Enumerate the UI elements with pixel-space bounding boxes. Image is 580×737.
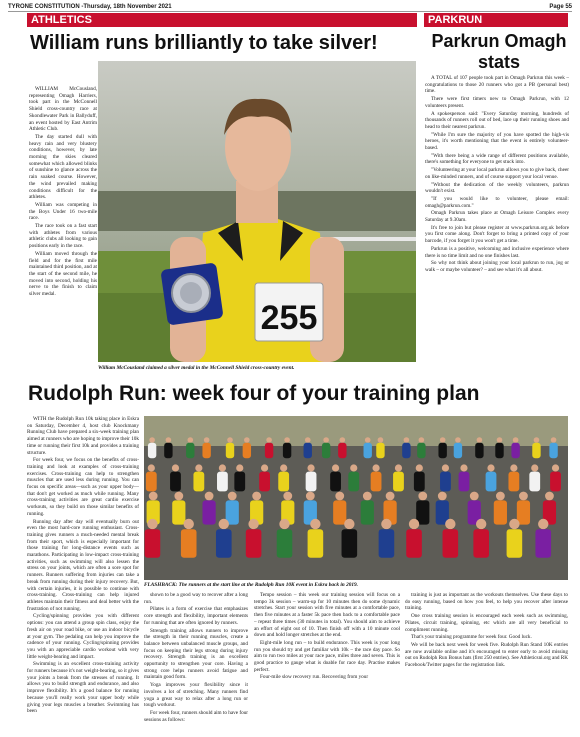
runner-body [216, 529, 232, 558]
runner-head [307, 464, 314, 471]
rudolph-column-1 [27, 416, 139, 734]
runner-body [507, 529, 523, 558]
paragraph: WITH the Rudolph Run 10k taking place in Eskra on Saturday, December 4, host club Knockmany Running Club have prepared a six-week training plan aimed at runners who are hoping to improve their 10k time or running their first 10k and provides a training structure. [27, 416, 139, 456]
runner-body [278, 472, 289, 492]
paragraph: shown to be a good way to recover after a long run. [144, 592, 248, 605]
runner-head [455, 437, 461, 443]
paragraph: Omagh Parkrun takes place at Omagh Leisure Complex every Saturday at 9.30am. [425, 210, 569, 224]
paragraph: "Volunteering at your local parkrun allows you to give back, cheer on like-minded runners, and of course support your local venue. [425, 167, 569, 180]
paragraph: For week four, we focus on the benefits of cross-training and look at examples of cross-training exercises. Cross-training can help to strengthen muscles that are used less during running. You can focus on specific areas—such as your upper body—that don't get worked as much while running. Many cross-training activities are great cardio exercise workouts, so they build on those similar benefits of running. [27, 457, 139, 517]
runner-body [265, 443, 273, 458]
runner-body [348, 472, 359, 492]
runner-head [149, 492, 158, 501]
runner-body [379, 529, 395, 558]
runner-head [477, 437, 483, 443]
paragraph: Running day after day will eventually burn out even the most hard-core running enthusiast. Cross-training gives runners a much-needed mental break from their sport, which is especially important for those training for long-distance events such as marathons. Participating in low-impact cross-training activities, such as swimming will also lessen the stress on your joints, which are often a sore spot for runners. Runners suffering from injuries can take a break from running during their injury recovery. But, with certain injuries, it is possible to continue with cross-training. Cross-training can help injured athletes maintain their fitness and deal better with the frustration of not running. [27, 518, 139, 612]
parkrun-body [425, 75, 569, 375]
runner-body [364, 443, 372, 458]
paragraph: William moved through the field and for the first mile maintained third position, and at the start of the second mile, he moved into second, holding his nerve to the finish to claim silver medal. [29, 250, 97, 298]
paragraph: Cycling/spinning provides you with different options: you can attend a group spin class, enjoy the fresh air on your road bike, or use an indoor bicycle at your gym. The pedaling can help you improve the cadence of your running. Cycling/spinning provides you with an appreciable cardio workout with very little weight-bearing and impact. [27, 613, 139, 660]
paragraph: WILLIAM McCousland, representing Omagh Harriers, took part in the McConnell Shield cross-country race at Skondlewater Park in Ballyduff, an event hosted by East Antrim Athletic Club. [29, 86, 97, 133]
paragraph: We will be back next week for week five. Rudolph Run Stand 10K entries are now available online and it's encouraged to enter early to avoid missing out on Rudolph Run Bonus hats (first 250 entries). See Athleticsni.org and RK Facebook/Twitter pages for the registration link. [405, 641, 568, 669]
runner-head [545, 492, 554, 501]
runner-head [266, 437, 272, 443]
runner-head [228, 492, 237, 501]
paragraph: Yoga improves your flexibility since it involves a lot of stretching. Many runners find yoga a great way to relax after a long run or tough workout. [144, 682, 248, 709]
runner-body [486, 472, 497, 492]
runner-body [549, 443, 557, 458]
runner-head [409, 519, 419, 529]
runner-head [476, 519, 486, 529]
runner-body [148, 443, 156, 458]
runner-head [261, 464, 268, 471]
page-header [8, 2, 572, 12]
runner-body [402, 443, 410, 458]
runner-head [204, 437, 210, 443]
athlete-photo [98, 61, 416, 362]
rudolph-column-4 [405, 592, 568, 734]
runner-head [340, 437, 346, 443]
runner-head [187, 437, 193, 443]
rudolph-caption: FLASHBACK: The runners at the start line at the Rudolph Run 10K event in Eskra back in 2019. [144, 582, 358, 588]
rudolph-headline: Rudolph Run: week four of your training plan [28, 382, 480, 405]
runner-body [170, 472, 181, 492]
runner-head [513, 437, 519, 443]
runner-body [306, 472, 317, 492]
runner-body [217, 472, 228, 492]
athletics-headline: William runs brilliantly to take silver! [30, 32, 378, 54]
paragraph: William was competing in the Boys Under 16 two-mile race. [29, 201, 97, 222]
runner-head [419, 437, 425, 443]
runner-head [148, 464, 155, 471]
runners-crowd-illustration [144, 416, 568, 580]
runner-head [283, 492, 292, 501]
runner-body [308, 529, 324, 558]
paragraph: Pilates is a form of exercise that emphasizes core strength and flexibility, important elements for running that are often ignored by runners. [144, 606, 248, 626]
runner-body [333, 500, 346, 524]
runner-head [445, 519, 455, 529]
runner-body [145, 529, 161, 558]
runner-head [205, 492, 214, 501]
runner-body [508, 472, 519, 492]
paragraph: Parkrun is a positive, welcoming and inclusive experience where there is no time limit and no one finishes last. [425, 245, 569, 259]
runner-head [284, 437, 290, 443]
runner-head [280, 464, 287, 471]
paragraph: Strength training allows runners to improve the strength in their running muscles, create a balance between unbalanced muscle groups, and focus on keeping their legs strong during injury recovery. Strength training is an excellent opportunity to strengthen your core. Having a strong core helps runners avoid fatigue and maintain good form. [144, 627, 248, 681]
runner-head [248, 519, 258, 529]
runner-head [386, 492, 395, 501]
publication-line: TYRONE CONSTITUTION -Thursday, 18th November 2021 [8, 3, 172, 10]
runner-head [335, 492, 344, 501]
runner-head [305, 437, 311, 443]
runner-body [193, 472, 204, 492]
runner-head [174, 492, 183, 501]
runner-head [323, 437, 329, 443]
runner-head [244, 437, 250, 443]
runner-body [342, 529, 358, 558]
runner-head [147, 519, 157, 529]
runner-body [517, 500, 530, 524]
runner-head [442, 464, 449, 471]
paragraph: "With there being a wide range of different positions available, there's something for everyone to get stuck into. [425, 152, 569, 166]
athlete-photo-illustration [98, 61, 416, 362]
paragraph: A TOTAL of 107 people took part in Omagh Parkrun this week – congratulations to those 20 runners who got a PB (personal best) time. [425, 75, 569, 95]
runner-body [146, 472, 157, 492]
runner-head [395, 464, 402, 471]
runner-head [310, 519, 320, 529]
paragraph: The race took on a fast start with athletes from various athletic clubs all looking to gain positions early in the race. [29, 223, 97, 250]
runner-head [519, 492, 528, 501]
runner-body [438, 443, 446, 458]
runner-head [440, 437, 446, 443]
runner-head [534, 437, 540, 443]
runners-start-photo [144, 416, 568, 580]
section-parkrun: PARKRUN [424, 13, 568, 27]
paragraph: It's free to join but please register at www.parkrun.org.uk before you first come along. Don't forget to bring a printed copy of your barcode, if you forget it you won't get a time. [425, 224, 569, 245]
runner-head [496, 492, 505, 501]
paragraph: One cross training session is encouraged each week such as swimming, Pilates, circuit training, spinning, etc which are all very beneficial to compliment running. [405, 613, 568, 633]
runner-head [531, 464, 538, 471]
runner-head [416, 464, 423, 471]
runner-body [259, 472, 270, 492]
runner-body [376, 443, 384, 458]
runner-head [166, 437, 172, 443]
runner-body [532, 443, 540, 458]
runner-body [234, 472, 245, 492]
parkrun-headline: Parkrun Omagh stats [431, 31, 567, 72]
runner-body [283, 443, 291, 458]
runner-head [236, 464, 243, 471]
rudolph-column-3 [254, 592, 400, 734]
runner-body [494, 500, 507, 524]
runner-body [338, 443, 346, 458]
runner-body [550, 472, 561, 492]
paragraph: Four-mile slow recovery run. Recovering from your [260, 674, 369, 681]
runner-head [378, 437, 384, 443]
runner-body [440, 472, 451, 492]
race-bib-number: 255 [260, 299, 318, 337]
paragraph: There were first timers new to Omagh Parkrun, with 12 volunteers present. [425, 96, 569, 109]
runner-head [219, 464, 226, 471]
runner-body [164, 443, 172, 458]
runner-body [371, 472, 382, 492]
runner-body [511, 443, 519, 458]
runner-body [202, 443, 210, 458]
runner-head [497, 437, 503, 443]
runner-body [277, 529, 293, 558]
runner-body [393, 472, 404, 492]
runner-body [473, 529, 489, 558]
runner-head [510, 464, 517, 471]
paragraph: "While I'm sure the majority of you have spotted the high-vis heroes, it's worth mentioning that the event is entirely volunteer-based. [425, 131, 569, 152]
runner-body [454, 443, 462, 458]
paragraph: That's your training programme for week four. Good luck. [411, 634, 532, 641]
runner-head [350, 464, 357, 471]
runner-head [372, 464, 379, 471]
runner-body [459, 472, 470, 492]
paragraph: Swimming is an excellent cross-training activity for runners because it's not weight-bearing, so it gives your joints a break from the stresses of running. It allows you to build strength and endurance, and also improve flexibility. It's a good balance for running because you'll really work your upper body while giving your legs muscles a breather. Swimming has been [27, 661, 139, 715]
runner-head [184, 519, 194, 529]
paragraph: The day started dull with heavy rain and very blustery conditions, however, by late morning the skies cleared somewhat which allowed blinks of sunshine to glance across the rain soaked course. However, the wind prevailed making conditions difficult for the athletes. [29, 133, 97, 201]
runner-body [330, 472, 341, 492]
runner-head [252, 492, 261, 501]
runner-head [279, 519, 289, 529]
runner-head [365, 437, 371, 443]
runner-head [460, 464, 467, 471]
runner-body [535, 529, 551, 558]
runner-head [551, 437, 557, 443]
runner-body [495, 443, 503, 458]
athletics-body [29, 86, 97, 374]
runner-body [226, 443, 234, 458]
runner-body [361, 500, 374, 524]
page-number: Page 55 [549, 3, 572, 10]
runner-body [443, 529, 459, 558]
runner-head [470, 492, 479, 501]
runner-body [414, 472, 425, 492]
runner-head [404, 437, 410, 443]
paragraph: training is just as important as the workouts themselves. Use these days to do easy running, based on how you feel, to help you recover after intense training. [405, 592, 568, 612]
rudolph-column-2 [144, 592, 248, 734]
paragraph: Tempo session – this week our training session will focus on a tempo 3k session – warm-up for 10 minutes then do some dynamic stretches. Start your session with five minutes at a comfortable pace, then five minutes at a faster 5k pace then back to a comfortable pace – repeat three times (30 minutes in total). You should aim to achieve an effort of eight out of 10. Then finish off with a 10 minute cool down and hold longer stretches at the end. [254, 592, 400, 639]
paragraph: "Without the dedication of the weekly volunteers, parkrun wouldn't exist. [425, 181, 569, 195]
runner-head [363, 492, 372, 501]
runner-body [243, 443, 251, 458]
runner-head [418, 492, 427, 501]
runner-head [195, 464, 202, 471]
runner-head [306, 492, 315, 501]
section-athletics: ATHLETICS [27, 13, 417, 27]
runner-head [172, 464, 179, 471]
runner-head [381, 519, 391, 529]
runner-head [438, 492, 447, 501]
paragraph: For week four, runners should aim to have four sessions as follows: [144, 709, 248, 723]
runner-body [172, 500, 185, 524]
runner-body [417, 443, 425, 458]
paragraph: A spokesperson said: "Every Saturday morning, hundreds of thousands of runners roll out of bed, lace up their running shoes and head to their nearest parkrun. [425, 110, 569, 130]
runner-body [181, 529, 197, 558]
runner-body [202, 500, 215, 524]
athletics-caption: William McCousland claimed a silver medal in the McConnell Shield cross-country event. [98, 365, 295, 371]
runner-body [322, 443, 330, 458]
runner-head [332, 464, 339, 471]
runner-body [186, 443, 194, 458]
runner-head [538, 519, 548, 529]
runner-head [227, 437, 233, 443]
runner-body [246, 529, 262, 558]
paragraph: So why not think about joining your local parkrun to run, jog or walk – or maybe volunteer? – and see what it's all about. [425, 260, 569, 273]
paragraph: Eight-mile long run – to build endurance. This week is your long run you should try and get familiar with 10k – the race day pace. So aim to run two miles at your race pace, miles three and seven. This is good practice to gauge what is doable for race day. Practise makes perfect. [254, 639, 400, 673]
runner-head [149, 437, 155, 443]
runner-body [304, 443, 312, 458]
runner-body [406, 529, 422, 558]
runner-body [529, 472, 540, 492]
runner-head [509, 519, 519, 529]
runner-head [219, 519, 229, 529]
runner-head [487, 464, 494, 471]
runner-head [344, 519, 354, 529]
paragraph: "If you would like to volunteer, please email: omagh@parkrun.com." [425, 195, 569, 209]
runner-head [552, 464, 559, 471]
runner-body [475, 443, 483, 458]
